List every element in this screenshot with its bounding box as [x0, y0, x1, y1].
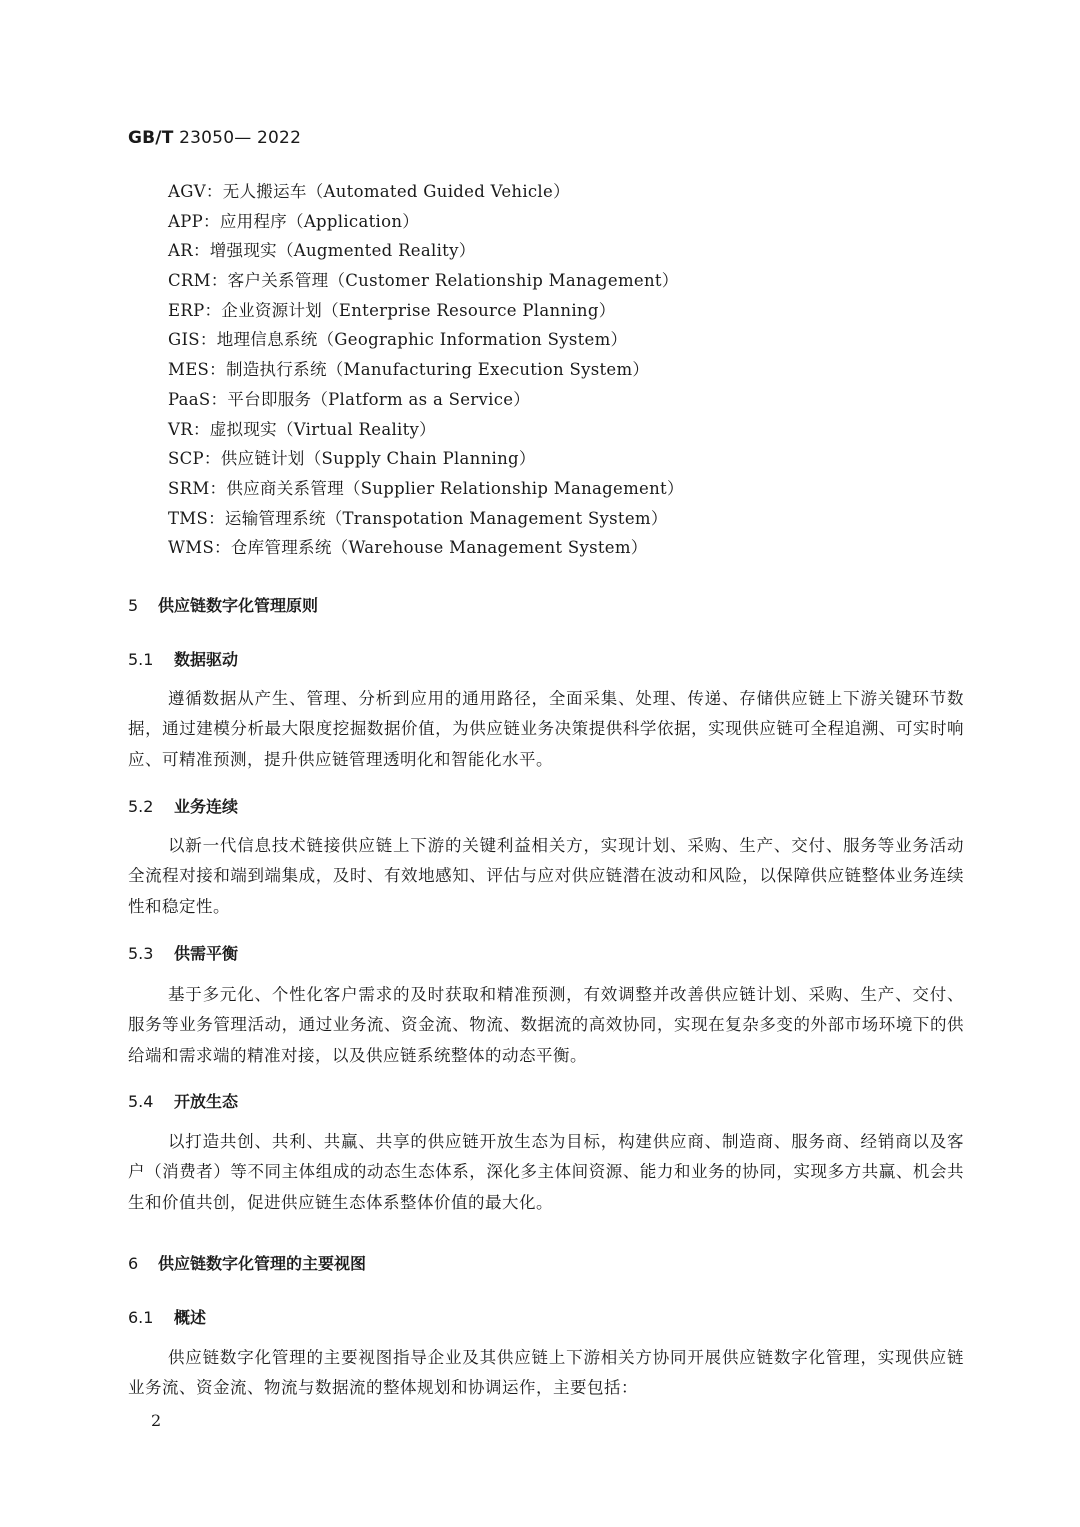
page-number: 2	[151, 1411, 162, 1430]
section-number: 6	[128, 1254, 139, 1273]
section-title: 开放生态	[174, 1092, 239, 1111]
section-6-1-heading	[128, 1305, 206, 1328]
abbreviation-item: APP：应用程序（Application）	[168, 211, 420, 231]
abbreviation-item: AGV：无人搬运车（Automated Guided Vehicle）	[168, 182, 570, 201]
document-code-number: 23050— 2022	[173, 128, 302, 148]
section-title: 供需平衡	[174, 944, 239, 963]
section-5-1-paragraph: 遵循数据从产生、管理、分析到应用的通用路径，全面采集、处理、传递、存储供应链上下游关键环节数据，通过建模分析最大限度挖掘数据价值，为供应链业务决策提供科学依据，实现供应链可全程追溯、可实时响应、可精准预测，提升供应链管理透明化和智能化水平。	[128, 689, 964, 769]
section-5-4-heading	[128, 1089, 238, 1112]
section-title: 业务连续	[174, 797, 239, 816]
abbreviation-item: WMS：仓库管理系统（Warehouse Management System）	[168, 538, 648, 558]
section-6-heading	[128, 1251, 366, 1274]
section-number: 5.3	[128, 944, 154, 963]
section-5-2-heading	[128, 794, 238, 817]
abbreviation-item: SRM：供应商关系管理（Supplier Relationship Management）	[168, 478, 684, 498]
section-title: 概述	[174, 1308, 207, 1327]
section-number: 6.1	[128, 1308, 154, 1327]
abbreviation-item: GIS：地理信息系统（Geographic Information System）	[168, 330, 628, 350]
document-code	[128, 128, 301, 148]
section-number: 5.2	[128, 797, 154, 816]
section-6-1-paragraph: 供应链数字化管理的主要视图指导企业及其供应链上下游相关方协同开展供应链数字化管理，实现供应链业务流、资金流、物流与数据流的整体规划和协调运作，主要包括：	[128, 1348, 964, 1398]
section-5-2-paragraph: 以新一代信息技术链接供应链上下游的关键利益相关方，实现计划、采购、生产、交付、服务等业务活动全流程对接和端到端集成，及时、有效地感知、评估与应对供应链潜在波动和风险，以保障供应链整体业务连续性和稳定性。	[128, 836, 964, 916]
section-5-3-paragraph: 基于多元化、个性化客户需求的及时获取和精准预测，有效调整并改善供应链计划、采购、生产、交付、服务等业务管理活动，通过业务流、资金流、物流、数据流的高效协同，实现在复杂多变的外部市场环境下的供给端和需求端的精准对接，以及供应链系统整体的动态平衡。	[128, 985, 964, 1065]
abbreviation-list	[168, 177, 684, 563]
abbreviation-item: SCP：供应链计划（Supply Chain Planning）	[168, 449, 536, 469]
abbreviation-item: CRM：客户关系管理（Customer Relationship Management）	[168, 271, 679, 291]
section-title: 供应链数字化管理原则	[158, 596, 319, 615]
section-number: 5.1	[128, 650, 154, 669]
section-title: 供应链数字化管理的主要视图	[158, 1254, 367, 1273]
section-number: 5.4	[128, 1092, 154, 1111]
abbreviation-item: TMS：运输管理系统（Transpotation Management System）	[168, 508, 668, 528]
abbreviation-item: AR：增强现实（Augmented Reality）	[168, 241, 476, 261]
section-number: 5	[128, 596, 139, 615]
document-code-prefix: GB/T	[128, 128, 174, 148]
section-5-4-paragraph: 以打造共创、共利、共赢、共享的供应链开放生态为目标，构建供应商、制造商、服务商、经销商以及客户（消费者）等不同主体组成的动态生态体系，深化多主体间资源、能力和业务的协同，实现多方共赢、机会共生和价值共创，促进供应链生态体系整体价值的最大化。	[128, 1132, 964, 1212]
section-5-heading	[128, 593, 318, 616]
abbreviation-item: ERP：企业资源计划（Enterprise Resource Planning）	[168, 300, 616, 320]
section-5-1-heading	[128, 647, 238, 670]
abbreviation-item: PaaS：平台即服务（Platform as a Service）	[168, 389, 531, 409]
section-5-3-heading	[128, 941, 238, 964]
abbreviation-item: MES：制造执行系统（Manufacturing Execution System）	[168, 360, 650, 380]
section-title: 数据驱动	[174, 650, 239, 669]
abbreviation-item: VR：虚拟现实（Virtual Reality）	[168, 419, 436, 439]
